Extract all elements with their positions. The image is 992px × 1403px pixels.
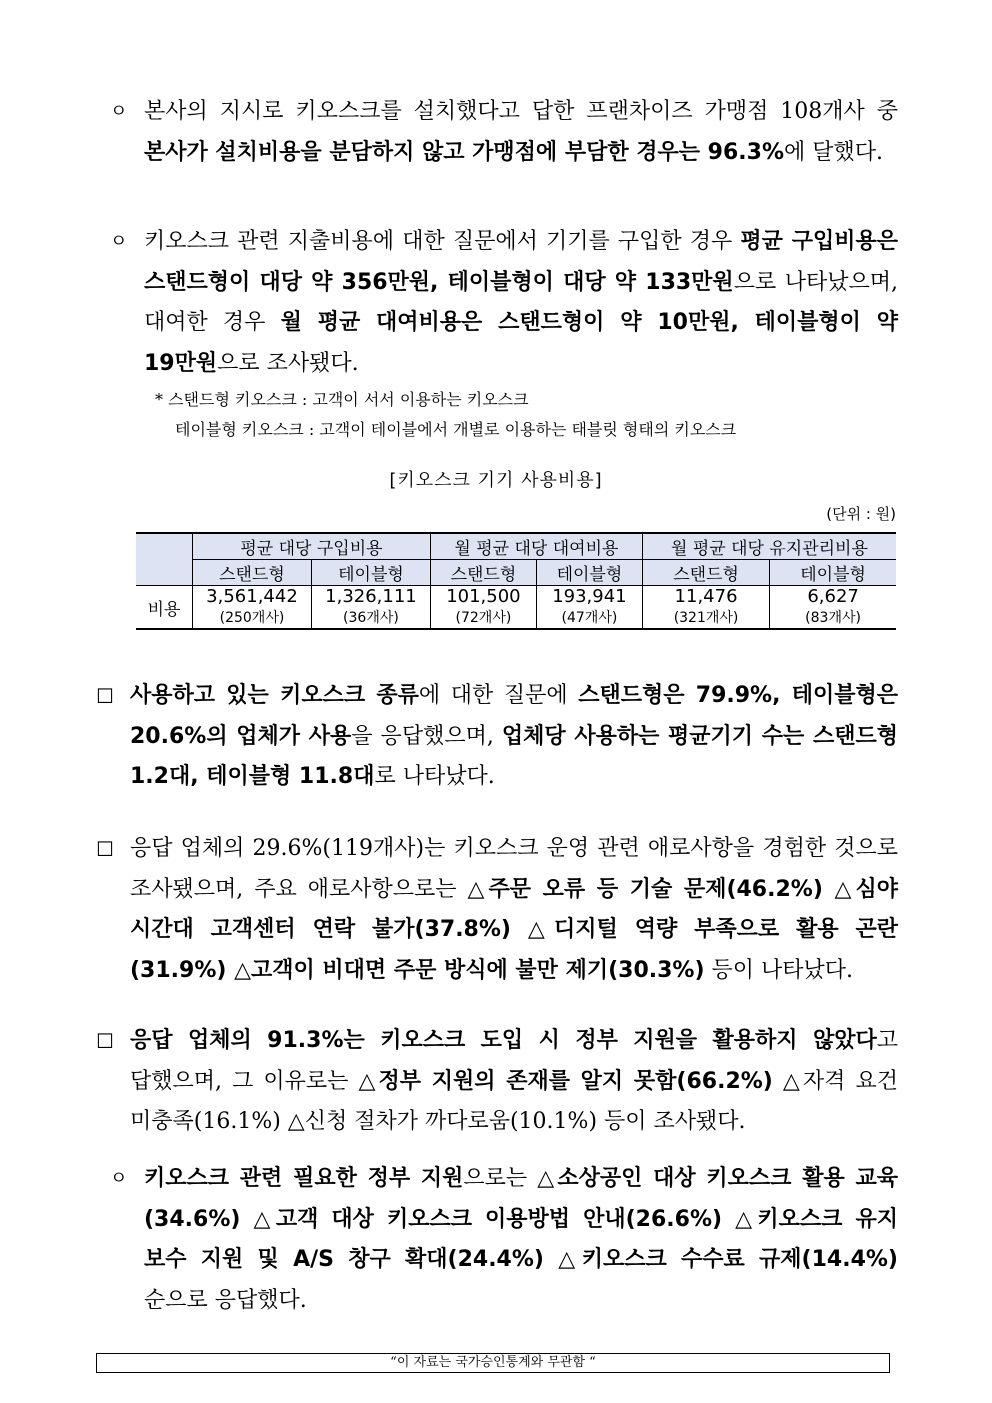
text-run: 으로 조사됐다. bbox=[217, 350, 359, 376]
paragraph-needed-support bbox=[110, 1159, 898, 1321]
text-run: 고 답했으며, 그 이유로는 bbox=[130, 1028, 898, 1094]
company-count: (36개사) bbox=[343, 610, 399, 626]
table-cell bbox=[536, 586, 642, 630]
table-subheader: 테이블형 bbox=[770, 560, 896, 586]
table-cell bbox=[193, 586, 312, 630]
bold-run: 업체당 사용하는 평균기기 수는 스탠드형 1.2대, 테이블형 11.8대 bbox=[130, 723, 898, 789]
table-cell bbox=[430, 586, 536, 630]
bold-run: △주문 오류 등 기술 문제(46.2%) △심야 시간대 고객센터 연락 불가(37.8%) △디지털 역량 부족으로 활용 곤란(31.9%) △고객이 비대면 주문 방식에 불만 제기(30.3%) bbox=[130, 876, 898, 983]
bold-run: 평균 구입비용은 스탠드형이 대당 약 356만원, 테이블형이 대당 약 133만원 bbox=[144, 229, 898, 295]
text-run: 등이 나타났다. bbox=[704, 957, 854, 983]
cost-value: 1,326,111 bbox=[325, 586, 417, 607]
table-row-label: 비용 bbox=[136, 586, 193, 630]
text-run: 으로는 bbox=[463, 1166, 538, 1191]
paragraph-text bbox=[130, 829, 898, 991]
footnote-line: * 스탠드형 키오스크 : 고객이 서서 이용하는 키오스크 bbox=[155, 390, 529, 409]
circle-bullet: ㅇ bbox=[110, 231, 128, 252]
cost-value: 101,500 bbox=[446, 586, 521, 607]
table-cell bbox=[642, 586, 769, 630]
table-header-row bbox=[136, 533, 896, 560]
paragraph-franchise-install-cost bbox=[110, 92, 898, 173]
table-caption: [키오스크 기기 사용비용] bbox=[389, 470, 603, 491]
table-subheader-row bbox=[136, 560, 896, 586]
circle-bullet: ㅇ bbox=[110, 1168, 128, 1189]
paragraph-text bbox=[130, 1021, 898, 1143]
square-bullet: ☐ bbox=[96, 1029, 114, 1053]
paragraph-expenditure bbox=[110, 222, 898, 384]
bold-run: 스탠드형은 79.9%, 테이블형은 20.6%의 업체가 사용 bbox=[130, 683, 898, 749]
table-group-header: 월 평균 대당 대여비용 bbox=[430, 533, 642, 560]
paragraph-gov-support-usage bbox=[96, 1021, 898, 1143]
text-run: 을 응답했으며, bbox=[351, 723, 502, 749]
text-run: 키오스크 관련 지출비용에 대한 질문에서 기기를 구입한 경우 bbox=[144, 229, 741, 254]
cost-value: 11,476 bbox=[674, 586, 738, 607]
bold-run: 월 평균 대여비용은 스탠드형이 약 10만원, 테이블형이 약 19만원 bbox=[144, 310, 898, 376]
company-count: (83개사) bbox=[805, 610, 861, 626]
table-corner-cell bbox=[136, 533, 193, 586]
bold-run: 응답 업체의 91.3%는 키오스크 도입 시 정부 지원을 활용하지 않았다 bbox=[130, 1028, 877, 1053]
table-subheader: 스탠드형 bbox=[193, 560, 312, 586]
bold-run: 사용하고 있는 키오스크 종류 bbox=[130, 683, 419, 708]
bold-run: 본사가 설치비용을 분담하지 않고 가맹점에 부담한 경우는 96.3% bbox=[144, 139, 784, 165]
bold-run: △정부 지원의 존재를 알지 못함(66.2%) bbox=[358, 1068, 773, 1094]
paragraph-text bbox=[144, 92, 898, 173]
text-run: 에 대한 질문에 bbox=[418, 683, 579, 708]
text-run: 순으로 응답했다. bbox=[144, 1287, 307, 1313]
text-run: △자격 요건 미충족(16.1%) △신청 절차가 까다로움(10.1%) 등이 조사됐다. bbox=[130, 1068, 898, 1134]
table-unit: (단위 : 원) bbox=[826, 505, 896, 523]
text-run: 본사의 지시로 키오스크를 설치했다고 답한 프랜차이즈 가맹점 108개사 중 bbox=[144, 99, 898, 124]
footnote bbox=[155, 385, 915, 445]
cost-value: 3,561,442 bbox=[206, 586, 298, 607]
kiosk-cost-table bbox=[136, 532, 896, 630]
footer-disclaimer: “이 자료는 국가승인통계와 무관함 “ bbox=[96, 1353, 890, 1373]
text-run: 응답 업체의 29.6%(119개사)는 키오스크 운영 관련 애로사항을 경험한 것으로 조사됐으며, 주요 애로사항으로는 bbox=[130, 836, 898, 902]
paragraph-kiosk-types bbox=[96, 676, 898, 798]
paragraph-text bbox=[144, 222, 898, 384]
cost-value: 193,941 bbox=[552, 586, 627, 607]
text-run: 에 달했다. bbox=[784, 139, 883, 165]
bold-run: △소상공인 대상 키오스크 활용 교육(34.6%) △고객 대상 키오스크 이용방법 안내(26.6%) △키오스크 유지 보수 지원 및 A/S 창구 확대(24.4%) △키오스크 수수료 규제(14.4%) bbox=[144, 1166, 898, 1272]
table-row bbox=[136, 586, 896, 630]
table-subheader: 테이블형 bbox=[311, 560, 430, 586]
footnote-line: 테이블형 키오스크 : 고객이 테이블에서 개별로 이용하는 태블릿 형태의 키오스크 bbox=[175, 420, 737, 439]
square-bullet: ☐ bbox=[96, 684, 114, 708]
company-count: (47개사) bbox=[561, 610, 618, 626]
table-subheader: 스탠드형 bbox=[642, 560, 769, 586]
cost-value: 6,627 bbox=[807, 586, 859, 607]
text-run: 로 나타났다. bbox=[374, 764, 495, 789]
table-subheader: 테이블형 bbox=[536, 560, 642, 586]
square-bullet: ☐ bbox=[96, 837, 114, 861]
text-run: 으로 나타났으며, 대여한 경우 bbox=[144, 269, 898, 335]
paragraph-text bbox=[130, 676, 898, 798]
table-subheader: 스탠드형 bbox=[430, 560, 536, 586]
paragraph-text bbox=[144, 1159, 898, 1321]
company-count: (72개사) bbox=[455, 610, 512, 626]
circle-bullet: ㅇ bbox=[110, 101, 128, 122]
bold-run: 키오스크 관련 필요한 정부 지원 bbox=[144, 1166, 464, 1191]
table-group-header: 월 평균 대당 유지관리비용 bbox=[642, 533, 896, 560]
table-cell bbox=[311, 586, 430, 630]
company-count: (321개사) bbox=[673, 610, 739, 626]
company-count: (250개사) bbox=[219, 610, 285, 626]
table-group-header: 평균 대당 구입비용 bbox=[193, 533, 431, 560]
paragraph-difficulties bbox=[96, 829, 898, 991]
table-cell bbox=[770, 586, 896, 630]
